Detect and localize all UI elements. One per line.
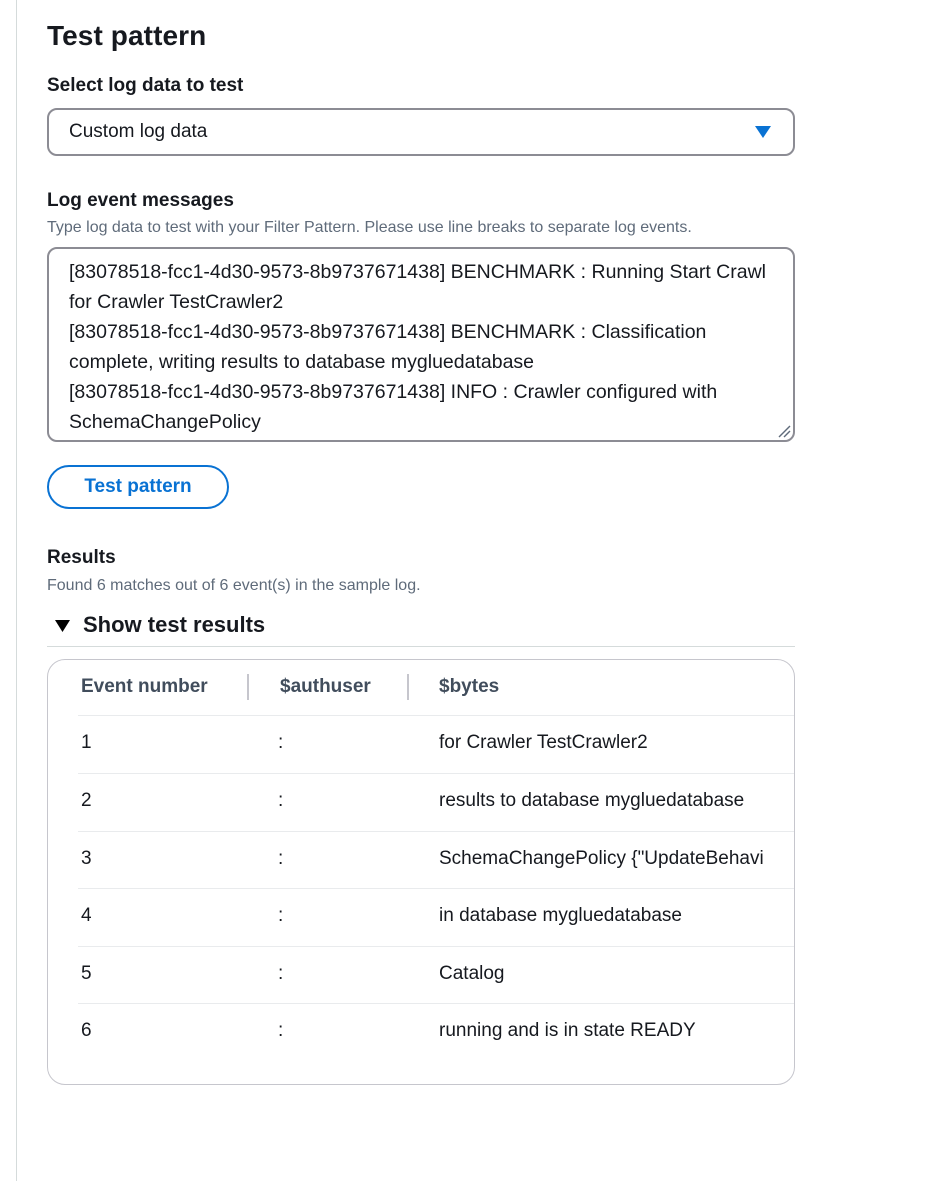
- resize-grip-icon[interactable]: [775, 422, 791, 438]
- results-table: [47, 659, 795, 1085]
- cell-bytes: running and is in state READY: [439, 1020, 696, 1041]
- cell-event-number: 6: [81, 1020, 92, 1041]
- test-pattern-button[interactable]: Test pattern: [47, 465, 229, 509]
- table-row: [78, 888, 795, 946]
- select-log-label: Select log data to test: [47, 75, 244, 96]
- log-events-textarea[interactable]: [47, 247, 795, 442]
- cell-bytes: SchemaChangePolicy {"UpdateBehavi: [439, 848, 764, 869]
- show-test-results-toggle[interactable]: [47, 610, 795, 647]
- log-data-select-value: Custom log data: [69, 121, 208, 142]
- cell-event-number: 3: [81, 848, 92, 869]
- cell-authuser: :: [278, 790, 284, 811]
- column-header-authuser[interactable]: $authuser: [280, 676, 371, 697]
- log-events-label: Log event messages: [47, 190, 234, 211]
- caret-down-icon: [755, 126, 771, 138]
- cell-authuser: :: [278, 1020, 284, 1041]
- table-row: [78, 831, 795, 889]
- cell-event-number: 1: [81, 732, 92, 753]
- column-resizer[interactable]: [247, 674, 249, 700]
- cell-authuser: :: [278, 905, 284, 926]
- cell-bytes: in database mygluedatabase: [439, 905, 682, 926]
- column-header-event-number[interactable]: Event number: [81, 676, 208, 697]
- table-row: [78, 1003, 795, 1061]
- results-label: Results: [47, 547, 116, 568]
- cell-authuser: :: [278, 848, 284, 869]
- triangle-down-icon: [55, 620, 70, 632]
- cell-bytes: for Crawler TestCrawler2: [439, 732, 648, 753]
- cell-event-number: 4: [81, 905, 92, 926]
- cell-bytes: results to database mygluedatabase: [439, 790, 745, 811]
- cell-authuser: :: [278, 963, 284, 984]
- cell-bytes: Catalog: [439, 963, 505, 984]
- cell-authuser: :: [278, 732, 284, 753]
- column-header-bytes[interactable]: $bytes: [439, 676, 500, 697]
- log-events-text: [83078518-fcc1-4d30-9573-8b9737671438] BENCHMARK : Running Start Crawl for Crawler TestCrawler2 [83078518-fcc1-4d30-9573-8b9737671438] BENCHMARK : Classification complete, writing results to database mygluedatabase [83078518-fcc1-4d30-9573-8b9737671438] INFO : Crawler configured with SchemaChangePolicy: [69, 261, 766, 433]
- log-events-description: Type log data to test with your Filter Pattern. Please use line breaks to separate log events.: [47, 219, 692, 236]
- log-data-select[interactable]: [47, 108, 795, 156]
- show-test-results-label: Show test results: [83, 612, 266, 637]
- table-row: [78, 773, 795, 831]
- table-row: [78, 946, 795, 1004]
- cell-event-number: 5: [81, 963, 92, 984]
- section-title: Test pattern: [47, 20, 207, 51]
- results-summary: Found 6 matches out of 6 event(s) in the sample log.: [47, 577, 421, 594]
- cell-event-number: 2: [81, 790, 92, 811]
- column-resizer[interactable]: [407, 674, 409, 700]
- table-row: [78, 715, 795, 773]
